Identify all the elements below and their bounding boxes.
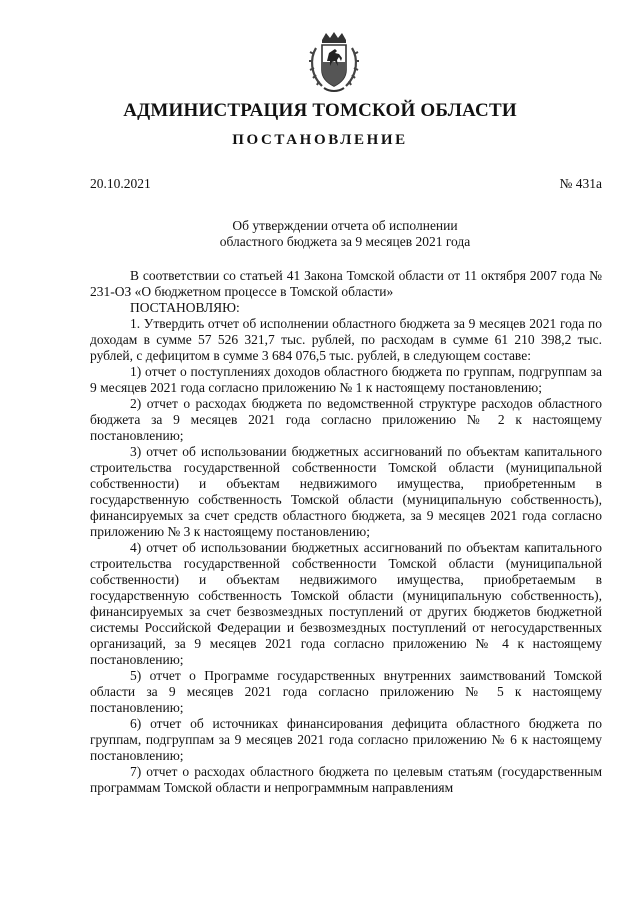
preamble-paragraph: В соответствии со статьей 41 Закона Томской области от 11 октября 2007 года № 231-ОЗ «О бюджетном процессе в Томской области» xyxy=(90,268,602,299)
subject-line-1: Об утверждении отчета об исполнении xyxy=(232,218,458,233)
coat-of-arms-icon xyxy=(308,30,360,94)
document-body xyxy=(90,268,602,796)
subitem-7-paragraph: 7) отчет о расходах областного бюджета по целевым статьям (государственным программам Томской области и непрограммным направлениям xyxy=(90,764,602,795)
item-1-paragraph: 1. Утвердить отчет об исполнении областного бюджета за 9 месяцев 2021 года по доходам в сумме 57 526 321,7 тыс. рублей, по расходам в сумме 61 210 398,2 тыс. рублей, с дефицитом в сумме 3 684 076,5 тыс. рублей, в следующем составе: xyxy=(90,316,602,363)
subitem-1-paragraph: 1) отчет о поступлениях доходов областного бюджета по группам, подгруппам за 9 месяцев 2021 года согласно приложению № 1 к настоящему постановлению; xyxy=(90,364,602,395)
subitem-6-paragraph: 6) отчет об источниках финансирования дефицита областного бюджета по группам, подгруппам за 9 месяцев 2021 года согласно приложению № 6 к настоящему постановлению; xyxy=(90,716,602,763)
decree-word: ПОСТАНОВЛЯЮ: xyxy=(130,300,240,315)
subitem-4-paragraph: 4) отчет об использовании бюджетных ассигнований по объектам капитального строительства государственной собственности Томской области (муниципальной собственности) и объектам недвижимого имущества, приобретаемым в государственную собственность Томской области (муниципальную собственность), финансируемых за счет безвозмездных поступлений от других бюджетов бюджетной системы Российской Федерации и безвозмездных поступлений от негосударственных организаций, за 9 месяцев 2021 года согласно приложению № 4 к настоящему постановлению; xyxy=(90,540,602,667)
organization-title: АДМИНИСТРАЦИЯ ТОМСКОЙ ОБЛАСТИ xyxy=(123,100,517,121)
document-subject xyxy=(0,218,640,250)
subitem-2-paragraph: 2) отчет о расходах бюджета по ведомственной структуре расходов областного бюджета за 9 месяцев 2021 года согласно приложению № 2 к настоящему постановлению; xyxy=(90,396,602,443)
subitem-3-paragraph: 3) отчет об использовании бюджетных ассигнований по объектам капитального строительства государственной собственности Томской области (муниципальной собственности) и объектам недвижимого имущества, приобретенным в государственную собственность Томской области (муниципальную собственность), финансируемых за счет средств областного бюджета, за 9 месяцев 2021 года согласно приложению № 3 к настоящему постановлению; xyxy=(90,444,602,539)
document-date: 20.10.2021 xyxy=(90,176,151,191)
document-number: № 431а xyxy=(559,176,602,191)
subject-line-2: областного бюджета за 9 месяцев 2021 года xyxy=(219,234,471,249)
subitem-5-paragraph: 5) отчет о Программе государственных внутренних заимствований Томской области за 9 месяцев 2021 года согласно приложению № 5 к настоящему постановлению; xyxy=(90,668,602,715)
document-type-title: ПОСТАНОВЛЕНИЕ xyxy=(232,132,408,148)
